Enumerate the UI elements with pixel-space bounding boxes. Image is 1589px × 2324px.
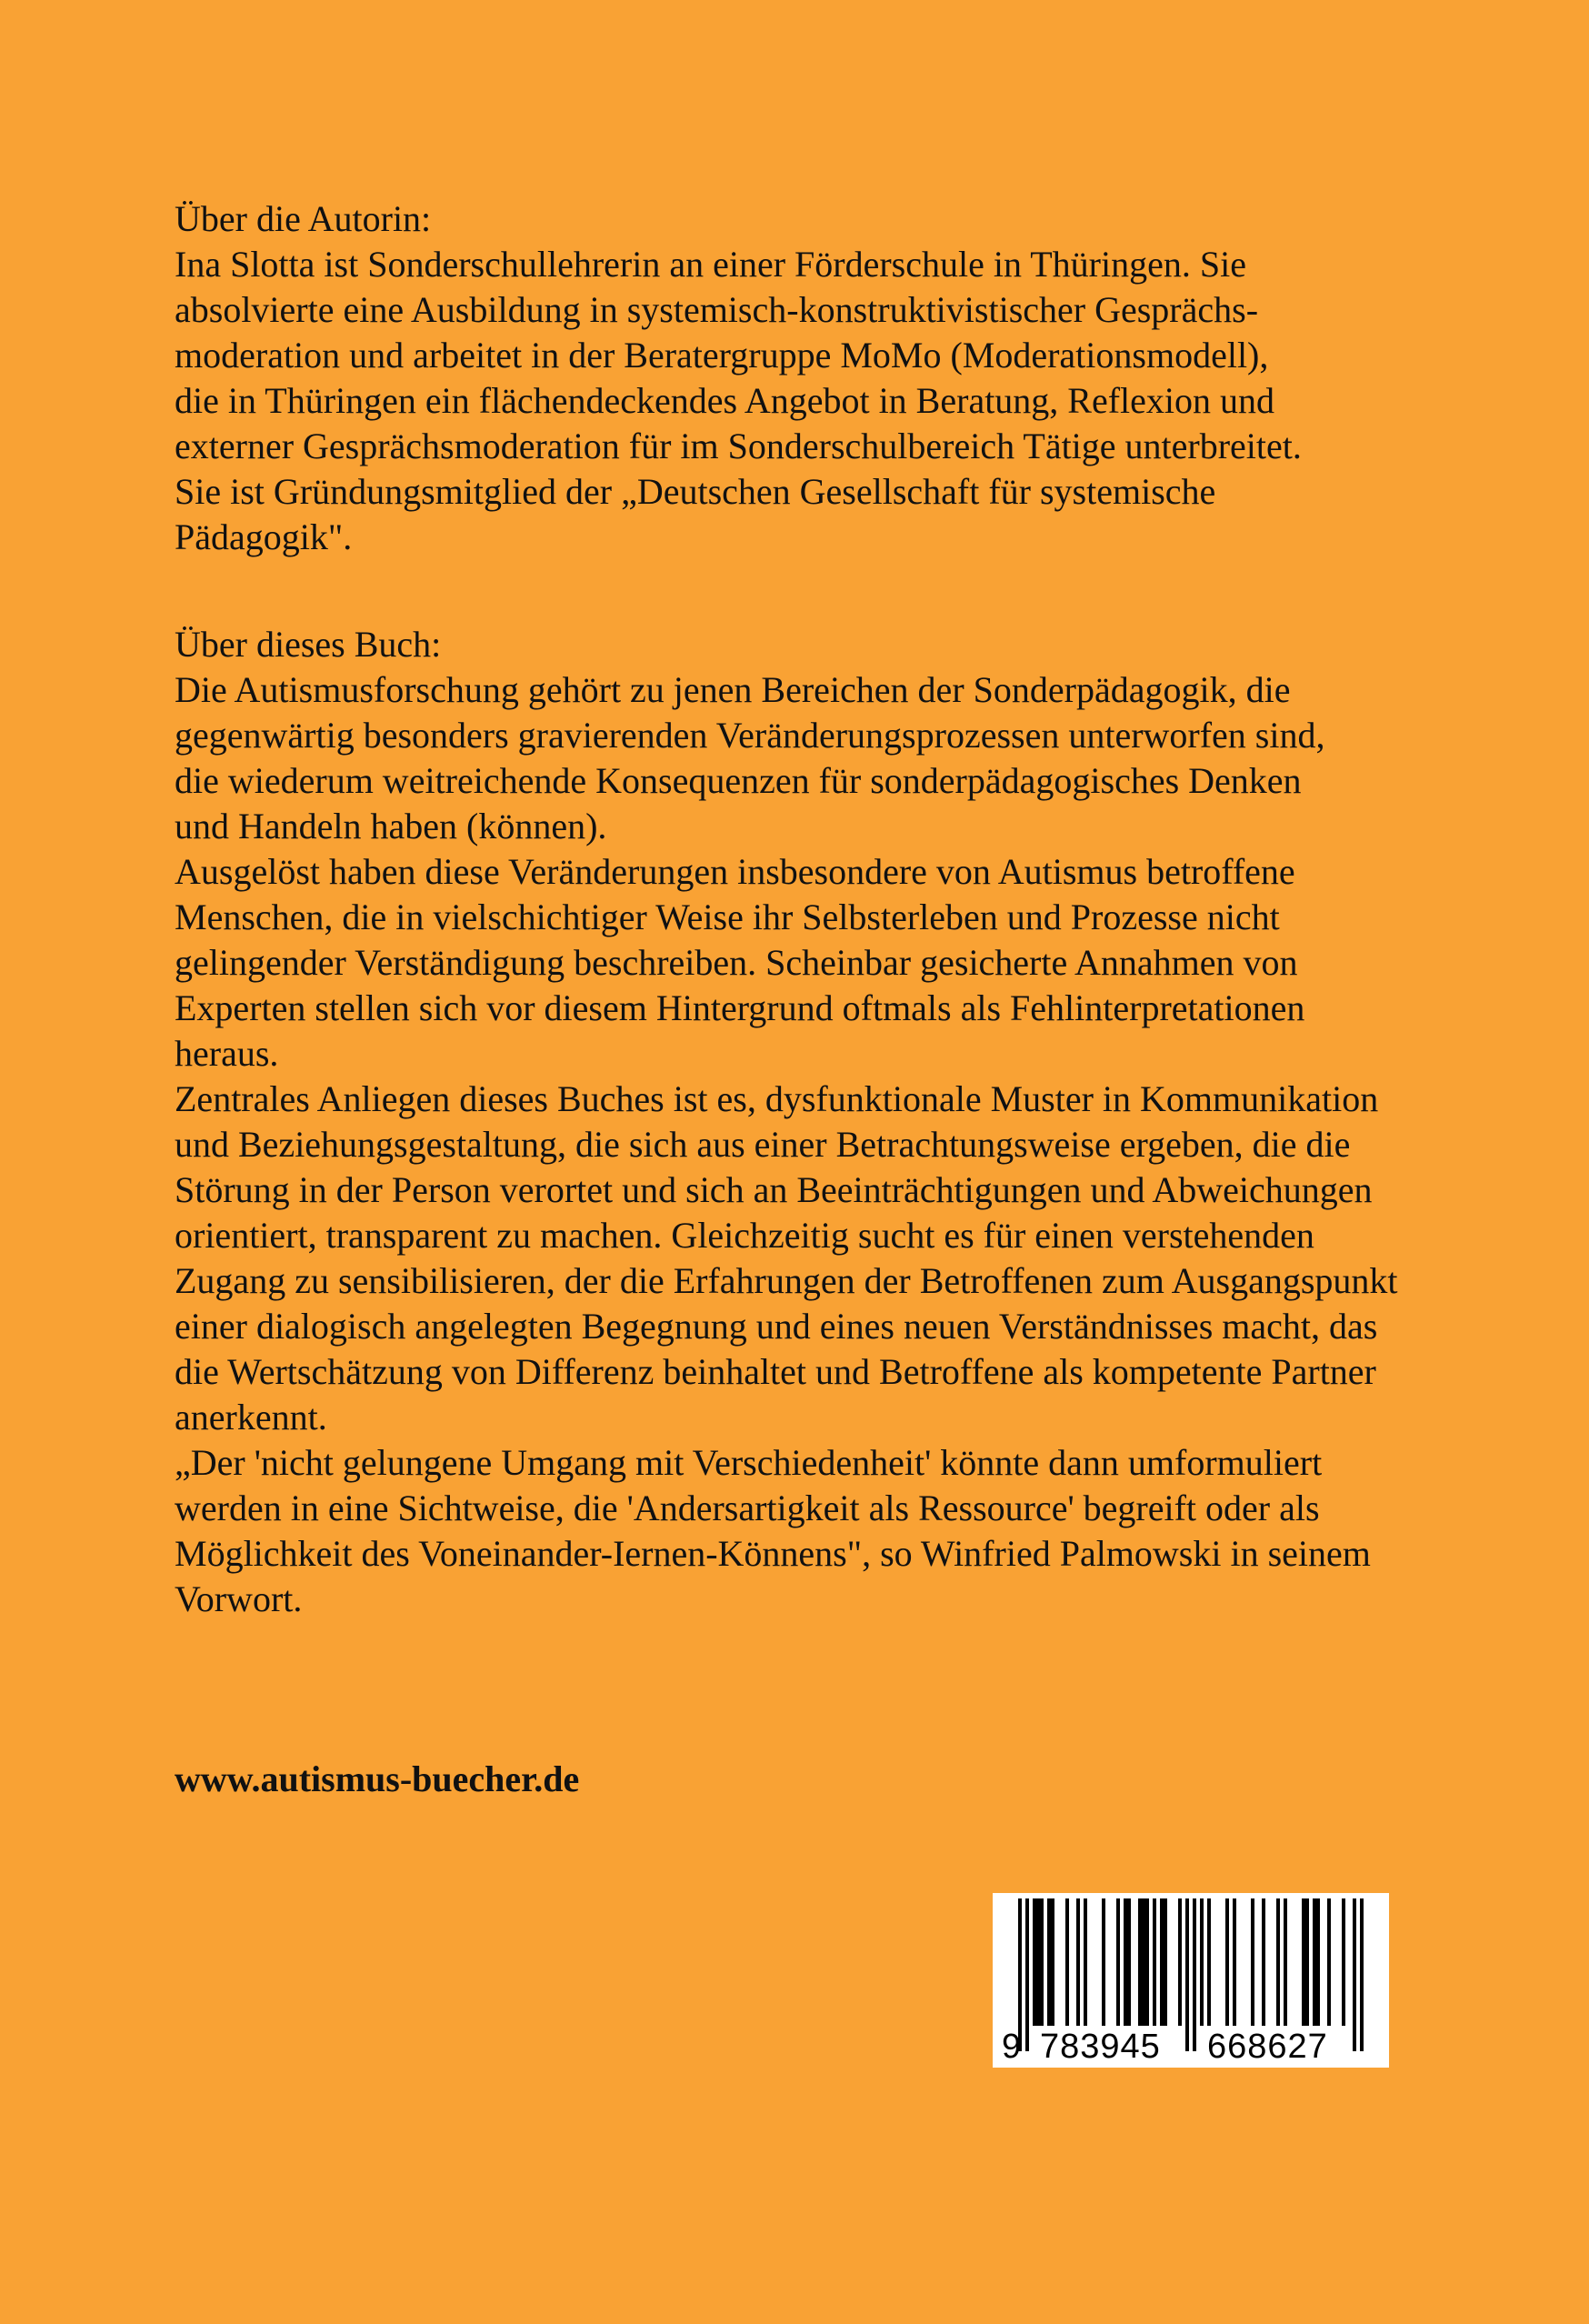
about-author-text-line: externer Gesprächsmoderation für im Sonderschulbereich Tätige unterbreitet. xyxy=(175,426,1302,466)
barcode-right-group: 668627 xyxy=(1207,2028,1328,2066)
about-book-text-line: orientiert, transparent zu machen. Gleichzeitig sucht es für einen verstehenden xyxy=(175,1215,1314,1256)
barcode-bar xyxy=(1040,1898,1044,2026)
barcode-digits xyxy=(993,2026,1389,2068)
barcode-bar xyxy=(1033,1898,1036,2026)
about-book-text-line: Möglichkeit des Voneinander-Iernen-Könnens", so Winfried Palmowski in seinem xyxy=(175,1533,1371,1574)
barcode-bar xyxy=(1102,1898,1105,2026)
barcode-bar xyxy=(1138,1898,1142,2026)
barcode-bar xyxy=(1116,1898,1120,2026)
barcode-bar xyxy=(1225,1898,1229,2026)
isbn-barcode xyxy=(993,1893,1389,2068)
barcode-bar xyxy=(1262,1898,1265,2026)
barcode-bar xyxy=(1200,1898,1204,2026)
barcode-bar xyxy=(1145,1898,1149,2026)
website-link[interactable]: www.autismus-buecher.de xyxy=(175,1758,580,1799)
barcode-bar xyxy=(1233,1898,1236,2026)
about-book-heading: Über dieses Buch: xyxy=(175,624,442,665)
barcode-first-digit: 9 xyxy=(1002,2028,1022,2066)
barcode-bar xyxy=(1305,1898,1309,2026)
barcode-bar xyxy=(1251,1898,1254,2026)
about-book-text-line: und Beziehungsgestaltung, die sich aus einer Betrachtungsweise ergeben, die die xyxy=(175,1124,1351,1165)
about-author-text-line: Sie ist Gründungsmitglied der „Deutschen Gesellschaft für systemische xyxy=(175,471,1216,512)
barcode-bar xyxy=(1302,1898,1305,2026)
about-book-text-line: Ausgelöst haben diese Veränderungen insbesondere von Autismus betroffene xyxy=(175,851,1295,892)
about-book-text-line: gelingender Verständigung beschreiben. Scheinbar gesicherte Annahmen von xyxy=(175,942,1298,983)
barcode-bar xyxy=(1127,1898,1131,2026)
barcode-bar xyxy=(1313,1898,1316,2026)
about-book-text-line: und Handeln haben (können). xyxy=(175,806,607,846)
about-book-text-line: werden in eine Sichtweise, die 'Andersartigkeit als Ressource' begreift oder als xyxy=(175,1488,1320,1528)
about-author-text-line: Ina Slotta ist Sonderschullehrerin an einer Förderschule in Thüringen. Sie xyxy=(175,244,1246,285)
barcode-bar xyxy=(1342,1898,1345,2026)
about-book-text-line: Experten stellen sich vor diesem Hintergrund oftmals als Fehlinterpretationen xyxy=(175,987,1305,1028)
about-book-text-line: gegenwärtig besonders gravierenden Veränderungsprozessen unterworfen sind, xyxy=(175,715,1325,756)
about-book-text-line: die Wertschätzung von Differenz beinhaltet und Betroffene als kompetente Partner xyxy=(175,1351,1376,1392)
barcode-bar xyxy=(1160,1898,1164,2026)
about-book-text-line: Menschen, die in vielschichtiger Weise ihr Selbsterleben und Prozesse nicht xyxy=(175,897,1280,937)
about-author-text-line: moderation und arbeitet in der Beratergruppe MoMo (Moderationsmodell), xyxy=(175,335,1269,376)
about-book-text-line: Störung in der Person verortet und sich an Beeinträchtigungen und Abweichungen xyxy=(175,1169,1373,1210)
barcode-bar xyxy=(1124,1898,1127,2026)
barcode-bar xyxy=(1207,1898,1211,2026)
about-book-text-line: Vorwort. xyxy=(175,1578,303,1619)
barcode-bar xyxy=(1076,1898,1080,2026)
about-book-text-line: heraus. xyxy=(175,1033,279,1074)
about-book-section xyxy=(175,622,1465,1622)
about-author-text-line: absolvierte eine Ausbildung in systemisch-konstruktivistischer Gesprächs- xyxy=(175,289,1259,330)
about-book-text-line: Zugang zu sensibilisieren, der die Erfahrungen der Betroffenen zum Ausgangspunkt xyxy=(175,1260,1398,1301)
about-book-text-line: Die Autismusforschung gehört zu jenen Bereichen der Sonderpädagogik, die xyxy=(175,669,1291,710)
barcode-bar xyxy=(1036,1898,1040,2026)
barcode-bar xyxy=(1327,1898,1331,2026)
barcode-bar xyxy=(1153,1898,1156,2026)
about-author-heading: Über die Autorin: xyxy=(175,198,432,239)
barcode-bar xyxy=(1164,1898,1167,2026)
about-book-text-line: „Der 'nicht gelungene Umgang mit Verschiedenheit' könnte dann umformuliert xyxy=(175,1442,1323,1483)
about-author-section xyxy=(175,196,1465,560)
about-book-text-line: einer dialogisch angelegten Begegnung und eines neuen Verständnisses macht, das xyxy=(175,1306,1378,1347)
barcode-bar xyxy=(1178,1898,1182,2026)
about-book-text-line: anerkennt. xyxy=(175,1397,327,1437)
about-book-text-line: die wiederum weitreichende Konsequenzen für sonderpädagogisches Denken xyxy=(175,760,1302,801)
about-author-text-line: Pädagogik". xyxy=(175,516,353,557)
barcode-bar xyxy=(1084,1898,1087,2026)
barcode-bar xyxy=(1316,1898,1320,2026)
barcode-bar xyxy=(1284,1898,1287,2026)
barcode-bar xyxy=(1051,1898,1054,2026)
barcode-bar xyxy=(1142,1898,1145,2026)
barcode-bar xyxy=(1047,1898,1051,2026)
barcode-bar xyxy=(1065,1898,1069,2026)
about-author-text-line: die in Thüringen ein flächendeckendes Angebot in Beratung, Reflexion und xyxy=(175,380,1275,421)
barcode-left-group: 783945 xyxy=(1040,2028,1161,2066)
barcode-bar xyxy=(1276,1898,1280,2026)
about-book-text-line: Zentrales Anliegen dieses Buches ist es, dysfunktionale Muster in Kommunikation xyxy=(175,1078,1379,1119)
